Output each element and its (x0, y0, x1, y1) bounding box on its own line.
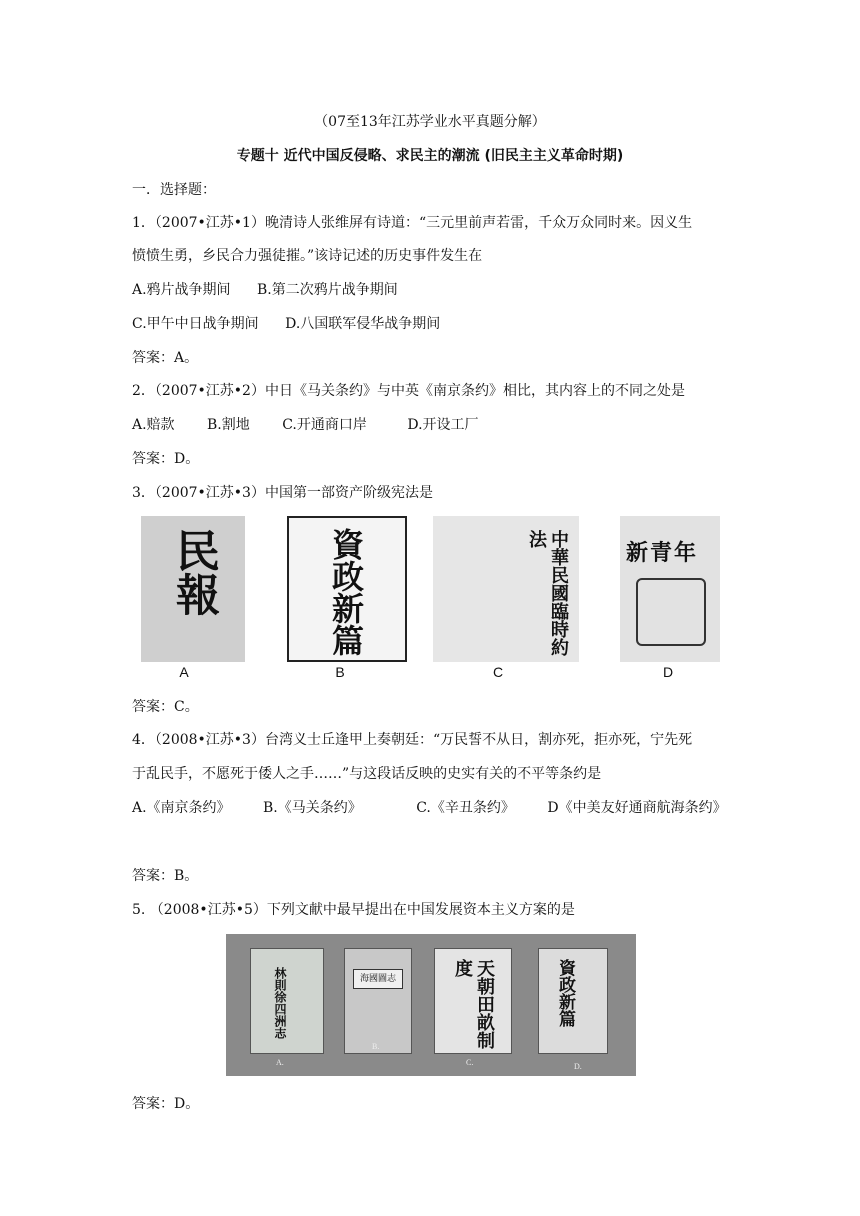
q3-image-d-xinqingnian (620, 516, 720, 662)
doc-title: 专题十 近代中国反侵略、求民主的潮流 (旧民主主义革命时期) (236, 148, 624, 164)
q1-stem-line2: 愤愤生勇，乡民合力强徒摧。”该诗记述的历史事件发生在 (132, 248, 483, 264)
q1-option-a: A.鸦片战争期间 (132, 282, 231, 298)
q3-label-c: C (492, 664, 504, 680)
q1-option-d: D.八国联军侵华战争期间 (285, 316, 441, 332)
q3-answer: 答案：C。 (132, 699, 199, 715)
q3-label-b: B (335, 664, 345, 680)
q5-book-a-text: 林則徐四洲志 (273, 967, 287, 1039)
q1-answer: 答案：A。 (132, 350, 199, 366)
q5-label-a: A. (276, 1058, 284, 1067)
section-heading: 一．选择题： (132, 182, 216, 198)
q5-book-c (434, 948, 512, 1054)
q5-stem: 5. （2008•江苏•5）下列文献中最早提出在中国发展资本主义方案的是 (132, 902, 575, 918)
q5-label-d: D. (574, 1062, 582, 1071)
q3-stem: 3．（2007•江苏•3）中国第一部资产阶级宪法是 (132, 485, 433, 501)
q3-image-b-text: 資政新篇 (327, 528, 365, 656)
q3-image-b-zizhengxinpian (287, 516, 407, 662)
q3-label-a: A (179, 664, 189, 680)
q3-image-c-linshiyuefa (433, 516, 579, 662)
q5-book-c-text: 天朝田畝制度 (452, 959, 495, 1049)
q5-book-d-text: 資政新篇 (555, 959, 575, 1027)
q1-options-row2 (132, 314, 440, 334)
q2-option-c: C.开通商口岸 (282, 417, 367, 433)
q4-option-c: C.《辛丑条约》 (416, 800, 515, 816)
q3-image-a-text: 民報 (168, 528, 219, 616)
doc-subtitle: （07至13年江苏学业水平真题分解） (314, 114, 546, 130)
q4-options (132, 798, 727, 818)
q1-option-c: C.甲午中日战争期间 (132, 316, 259, 332)
q3-image-a-minbao (141, 516, 245, 662)
q2-stem: 2．（2007•江苏•2）中日《马关条约》与中英《南京条约》相比，其内容上的不同之处是 (132, 383, 685, 399)
q4-stem-line1: 4．（2008•江苏•3）台湾义士丘逢甲上奏朝廷：“万民誓不从日，割亦死，拒亦死，宁先死 (132, 732, 693, 748)
q5-answer: 答案：D。 (132, 1096, 200, 1112)
q5-label-c: C. (466, 1058, 474, 1067)
q2-option-b: B.割地 (207, 417, 250, 433)
q5-book-d (538, 948, 608, 1054)
q4-option-d: D《中美友好通商航海条约》 (547, 800, 727, 816)
q2-answer: 答案：D。 (132, 451, 200, 467)
q1-stem-line1: 1．（2007•江苏•1）晚清诗人张维屏有诗道：“三元里前声若雷，千众万众同时来。因义生 (132, 215, 693, 231)
q4-answer: 答案：B。 (132, 868, 199, 884)
q4-option-a: A.《南京条约》 (132, 800, 231, 816)
q5-book-a (250, 948, 324, 1054)
q2-options (132, 415, 479, 435)
q1-options-row1 (132, 280, 398, 300)
q2-option-d: D.开设工厂 (407, 417, 479, 433)
q3-image-d-frame (636, 578, 706, 646)
q4-option-b: B.《马关条约》 (263, 800, 362, 816)
q2-option-a: A.赔款 (132, 417, 175, 433)
q4-stem-line2: 于乱民手，不愿死于倭人之手……”与这段话反映的史实有关的不平等条约是 (132, 766, 602, 782)
q5-label-b: B. (372, 1042, 380, 1051)
q3-label-d: D (662, 664, 674, 680)
q1-option-b: B.第二次鸦片战争期间 (257, 282, 398, 298)
q5-book-b-text: 海國圖志 (353, 969, 403, 989)
q5-photo (226, 934, 636, 1076)
q3-image-d-text: 新青年 (626, 540, 699, 566)
q5-book-b (344, 948, 412, 1054)
q3-image-c-text: 中華民國臨時約法 (526, 530, 569, 656)
